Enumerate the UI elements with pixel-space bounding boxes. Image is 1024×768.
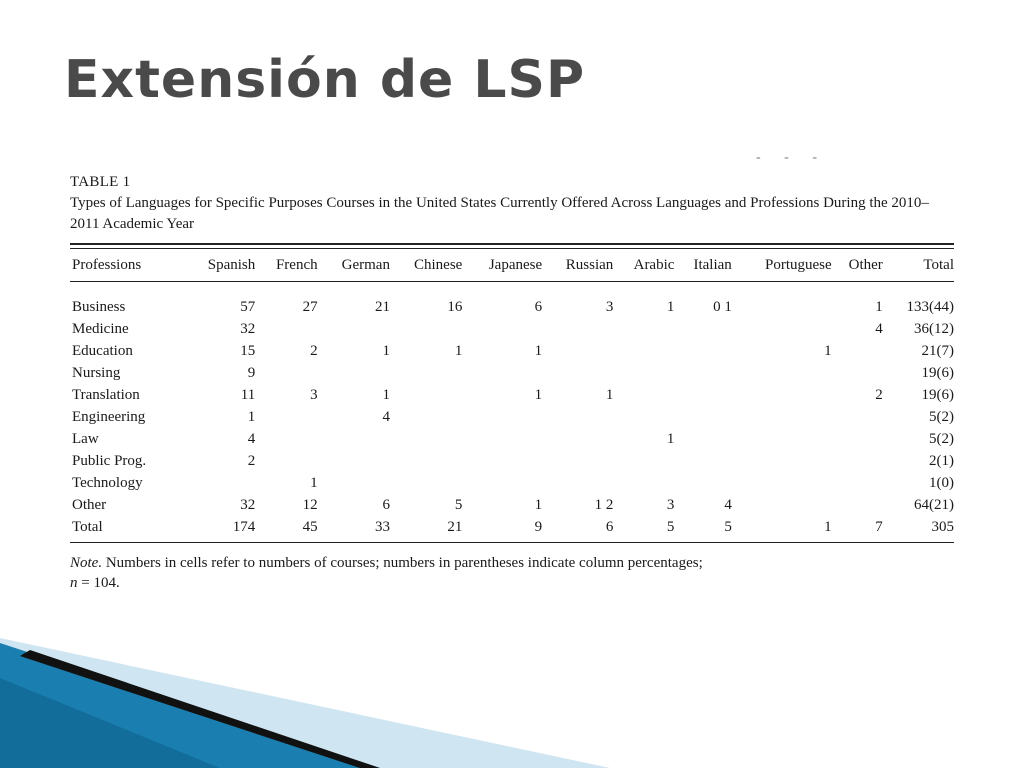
cell-total: 1(0): [929, 475, 954, 491]
cell-arabic: [613, 450, 674, 472]
cell-german: 4: [382, 409, 390, 425]
spacer-cell: [70, 282, 954, 296]
cell-japanese: [462, 472, 542, 494]
cell-italian: [674, 340, 731, 362]
cell-german: [318, 318, 390, 340]
header-row: [70, 249, 954, 280]
cell-german: [318, 472, 390, 494]
cell-chinese: 1: [454, 343, 463, 359]
data-table: [70, 249, 954, 542]
column-header-total: Total: [923, 257, 954, 273]
cell-german: 33: [374, 519, 390, 535]
column-header-german: German: [341, 257, 390, 273]
cell-french: [255, 428, 317, 450]
cell-italian: [674, 406, 731, 428]
cell-russian: 3: [605, 299, 614, 315]
cell-german: 6: [382, 497, 390, 513]
cell-arabic: [613, 340, 674, 362]
cell-spanish: 174: [232, 519, 256, 535]
row-label: Law: [72, 431, 99, 447]
table-note: [70, 553, 954, 593]
column-header-french: French: [275, 257, 318, 273]
cell-spanish: 32: [240, 321, 256, 337]
cell-arabic: 1: [666, 299, 675, 315]
cell-total: 21(7): [921, 343, 954, 359]
table-figure: [70, 174, 954, 593]
table-row: [70, 516, 954, 542]
cell-japanese: 1: [534, 387, 543, 403]
row-label: Nursing: [72, 365, 121, 381]
cell-total: 36(12): [914, 321, 954, 337]
cell-portuguese: [732, 318, 832, 340]
cell-chinese: 5: [454, 497, 463, 513]
row-label: Public Prog.: [72, 453, 147, 469]
cell-chinese: [390, 318, 462, 340]
cell-portuguese: [732, 494, 832, 516]
cell-italian: [674, 450, 731, 472]
cell-chinese: 21: [447, 519, 463, 535]
cell-chinese: [390, 406, 462, 428]
cell-portuguese: 1: [824, 343, 832, 359]
cell-total: 133(44): [906, 299, 954, 315]
column-header-chinese: Chinese: [414, 257, 463, 273]
table-row: [70, 384, 954, 406]
cell-russian: 6: [605, 519, 614, 535]
cell-french: 12: [302, 497, 318, 513]
cell-german: 21: [374, 299, 390, 315]
cell-total: 5(2): [929, 431, 954, 447]
cell-french: [255, 318, 317, 340]
decorative-swoosh: [0, 638, 1024, 768]
table-header: [70, 249, 954, 282]
table-bottom-rule: [70, 542, 954, 543]
cell-spanish: 9: [247, 365, 256, 381]
row-label: Engineering: [72, 409, 146, 425]
row-label: Other: [72, 497, 107, 513]
table-row: [70, 318, 954, 340]
spacer-row: [70, 282, 954, 296]
cell-japanese: [462, 362, 542, 384]
note-text: Numbers in cells refer to numbers of courses; numbers in parentheses indicate column percentages;: [105, 555, 703, 571]
row-label: Education: [72, 343, 133, 359]
cell-portuguese: [732, 384, 832, 406]
cell-other: 7: [875, 519, 883, 535]
cell-italian: [674, 428, 731, 450]
cell-german: 1: [382, 343, 390, 359]
cell-portuguese: [732, 296, 832, 318]
cell-french: 27: [302, 299, 318, 315]
cell-french: 2: [310, 343, 318, 359]
cell-italian: [674, 318, 731, 340]
cell-russian: 1: [605, 387, 614, 403]
cell-total: 5(2): [929, 409, 954, 425]
cell-arabic: [613, 472, 674, 494]
cell-other: [832, 472, 883, 494]
cell-other: [832, 428, 883, 450]
cell-portuguese: [732, 406, 832, 428]
cell-other: 1: [875, 299, 883, 315]
cell-spanish: 2: [247, 453, 256, 469]
cell-spanish: 1: [247, 409, 256, 425]
cell-arabic: [613, 384, 674, 406]
cell-portuguese: [732, 450, 832, 472]
cell-italian: [674, 384, 731, 406]
cell-french: 3: [310, 387, 318, 403]
cell-arabic: [613, 362, 674, 384]
cell-spanish: 4: [247, 431, 256, 447]
cell-other: 2: [875, 387, 883, 403]
cell-chinese: [390, 384, 462, 406]
scan-marks: - - -: [756, 150, 827, 165]
cell-chinese: [390, 428, 462, 450]
cell-german: [318, 428, 390, 450]
cell-total: 2(1): [929, 453, 954, 469]
slide-title: Extensión de LSP: [64, 50, 586, 110]
cell-french: [255, 362, 317, 384]
cell-other: [832, 406, 883, 428]
cell-arabic: 1: [666, 431, 675, 447]
cell-spanish: 32: [240, 497, 256, 513]
cell-italian: [674, 362, 731, 384]
row-label: Total: [72, 519, 103, 535]
cell-japanese: [462, 450, 542, 472]
column-header-other: Other: [848, 257, 883, 273]
cell-chinese: 16: [447, 299, 463, 315]
cell-russian: [542, 428, 613, 450]
column-header-italian: Italian: [693, 257, 732, 273]
cell-arabic: 5: [666, 519, 675, 535]
cell-japanese: 9: [534, 519, 543, 535]
row-label: Technology: [72, 475, 143, 491]
table-row: [70, 494, 954, 516]
cell-portuguese: 1: [824, 519, 832, 535]
column-header-professions: Professions: [72, 257, 142, 273]
cell-japanese: [462, 318, 542, 340]
cell-total: 19(6): [921, 387, 954, 403]
cell-russian: [542, 340, 613, 362]
cell-spanish: 57: [240, 299, 256, 315]
cell-french: [255, 406, 317, 428]
cell-french: [255, 450, 317, 472]
cell-total: 64(21): [914, 497, 954, 513]
cell-portuguese: [732, 472, 832, 494]
cell-other: 4: [875, 321, 883, 337]
note-n-label: n: [70, 575, 78, 591]
cell-french: 1: [310, 475, 318, 491]
table-caption: Types of Languages for Specific Purposes Courses in the United States Currently Offered Across Languages and Professions During the 2010–2011 Academic Year: [70, 195, 929, 232]
cell-arabic: [613, 406, 674, 428]
cell-russian: [542, 406, 613, 428]
note-n-value: = 104.: [81, 575, 120, 591]
cell-other: [832, 340, 883, 362]
column-header-portuguese: Portuguese: [764, 257, 832, 273]
cell-spanish: 11: [240, 387, 256, 403]
cell-russian: [542, 450, 613, 472]
column-header-arabic: Arabic: [633, 257, 675, 273]
cell-portuguese: [732, 428, 832, 450]
cell-arabic: 3: [666, 497, 675, 513]
cell-italian: 0 1: [713, 299, 732, 315]
cell-chinese: [390, 450, 462, 472]
cell-russian: [542, 472, 613, 494]
cell-japanese: [462, 428, 542, 450]
cell-spanish: [184, 472, 255, 494]
cell-chinese: [390, 362, 462, 384]
column-header-spanish: Spanish: [207, 257, 256, 273]
cell-spanish: 15: [240, 343, 256, 359]
cell-german: [318, 362, 390, 384]
cell-italian: 4: [724, 497, 732, 513]
table-row: [70, 450, 954, 472]
row-label: Medicine: [72, 321, 129, 337]
table-label: TABLE 1: [70, 174, 131, 190]
cell-italian: 5: [724, 519, 732, 535]
cell-other: [832, 494, 883, 516]
cell-german: [318, 450, 390, 472]
cell-japanese: 1: [534, 497, 543, 513]
row-label: Business: [72, 299, 126, 315]
cell-total: 305: [931, 519, 954, 535]
row-label: Translation: [72, 387, 140, 403]
cell-italian: [674, 472, 731, 494]
cell-russian: 1 2: [594, 497, 614, 513]
table-body: [70, 282, 954, 542]
cell-japanese: 6: [534, 299, 543, 315]
column-header-japanese: Japanese: [488, 257, 543, 273]
cell-other: [832, 450, 883, 472]
table-row: [70, 296, 954, 318]
cell-russian: [542, 362, 613, 384]
table-row: [70, 362, 954, 384]
cell-chinese: [390, 472, 462, 494]
table-row: [70, 340, 954, 362]
cell-german: 1: [382, 387, 390, 403]
note-label: Note.: [70, 555, 103, 571]
cell-other: [832, 362, 883, 384]
cell-total: 19(6): [921, 365, 954, 381]
column-header-russian: Russian: [565, 257, 614, 273]
cell-french: 45: [302, 519, 318, 535]
cell-portuguese: [732, 362, 832, 384]
cell-japanese: 1: [534, 343, 543, 359]
cell-arabic: [613, 318, 674, 340]
table-row: [70, 472, 954, 494]
cell-russian: [542, 318, 613, 340]
table-row: [70, 428, 954, 450]
cell-japanese: [462, 406, 542, 428]
table-row: [70, 406, 954, 428]
